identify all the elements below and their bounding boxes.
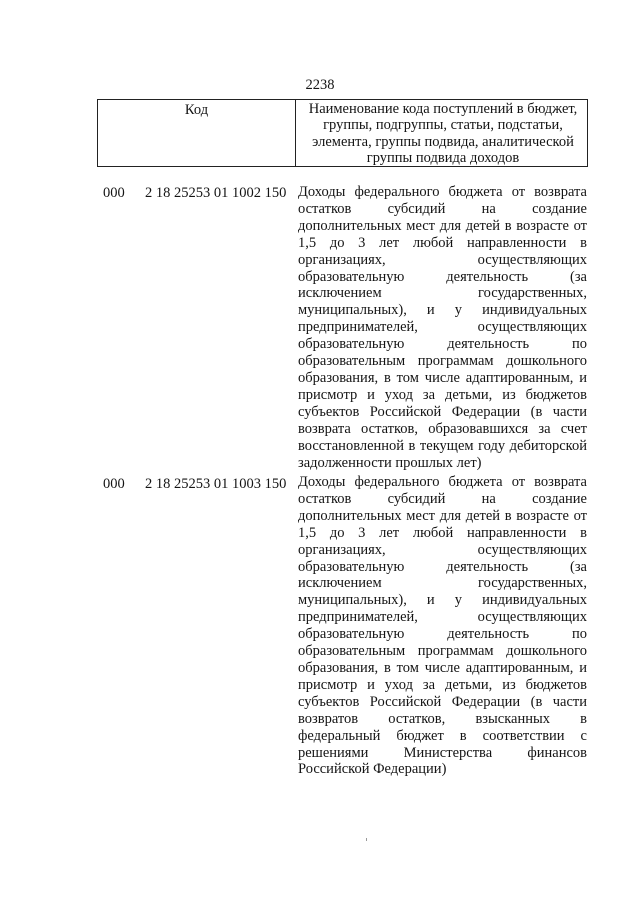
description-line: дополнительных мест для детей в возрасте от [298,217,587,234]
description-line: задолженности прошлых лет) [298,454,482,471]
description-line: организациях, осуществляющих [298,541,587,558]
header-code-label: Код [184,102,209,118]
description-line: восстановленной в текущем году дебиторской [298,437,587,454]
description-line: образовательную деятельность по [298,336,587,353]
description-line: муниципальных), и у индивидуальных [298,592,587,609]
description-line: остатков субсидий на создание [298,200,587,217]
description-line: дополнительных мест для детей в возрасте от [298,507,587,524]
header-name-line: группы подвида доходов [366,150,520,167]
description-line: решениями Министерства финансов [298,744,587,761]
description-line: федеральный бюджет в соответствии с [298,727,587,744]
row-description [298,474,587,778]
description-line: образовательным программам дошкольного [298,643,587,660]
description-line: предпринимателей, осуществляющих [298,609,587,626]
description-line: субъектов Российской Федерации (в части [298,693,587,710]
description-line: остатков субсидий на создание [298,490,587,507]
description-line: образования, в том числе адаптированным, и [298,659,587,676]
row-income-code: 2 18 25253 01 1003 150 [145,476,287,492]
description-line: муниципальных), и у индивидуальных [298,302,587,319]
description-line: 1,5 до 3 лет любой направленности в [298,234,587,251]
row-admin-code: 000 [103,185,125,201]
page-number: 2238 [305,77,335,93]
description-line: образовательную деятельность по [298,626,587,643]
table-header [97,99,588,167]
description-line: Российской Федерации) [298,761,447,778]
description-line: образовательным программам дошкольного [298,353,587,370]
description-line: возврата остатков, образовавшихся за счет [298,420,587,437]
description-line: присмотр и уход за детьми, из бюджетов [298,386,587,403]
description-line: образовательную деятельность (за [298,558,587,575]
description-line: образования, в том числе адаптированным, и [298,369,587,386]
description-line: 1,5 до 3 лет любой направленности в [298,524,587,541]
scan-speck [366,838,367,841]
row-admin-code: 000 [103,476,125,492]
description-line: присмотр и уход за детьми, из бюджетов [298,676,587,693]
description-line: образовательную деятельность (за [298,268,587,285]
description-line: субъектов Российской Федерации (в части [298,403,587,420]
description-line: организациях, осуществляющих [298,251,587,268]
row-income-code: 2 18 25253 01 1002 150 [145,185,287,201]
description-line: Доходы федерального бюджета от возврата [298,474,587,490]
description-line: Доходы федерального бюджета от возврата [298,184,587,200]
header-name-label [302,101,584,167]
header-name-line: Наименование кода поступлений в бюджет, [308,101,578,117]
description-line: исключением государственных, [298,575,587,592]
description-line: предпринимателей, осуществляющих [298,319,587,336]
description-line: исключением государственных, [298,285,587,302]
description-line: возвратов остатков, взысканных в [298,710,587,727]
header-name-line: группы, подгруппы, статьи, подстатьи, [323,117,563,134]
header-column-divider [295,100,296,166]
row-description [298,184,587,471]
header-name-line: элемента, группы подвида, аналитической [312,133,574,150]
